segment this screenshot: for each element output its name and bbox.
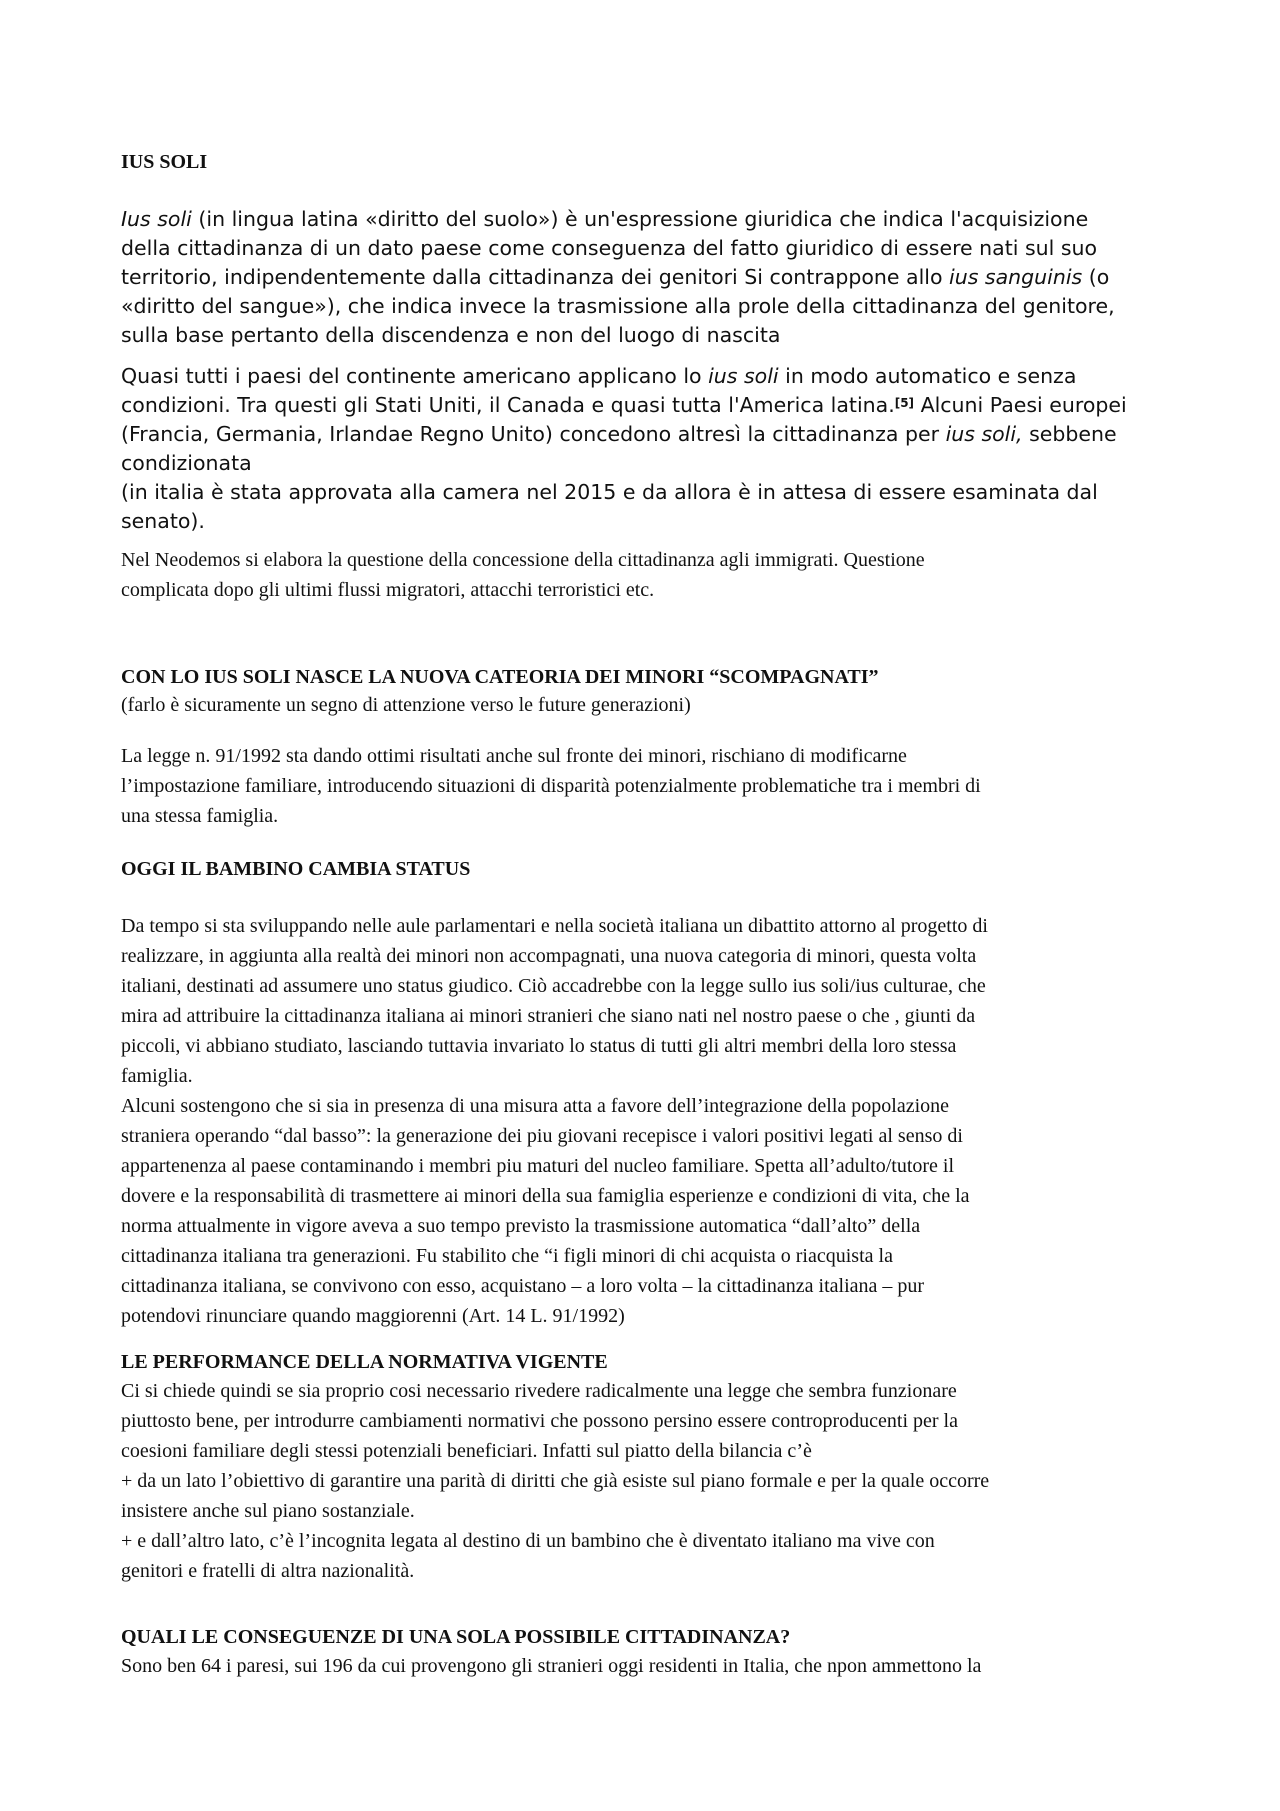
legge-line: l’impostazione familiare, introducendo situazioni di disparità potenzialmente problematiche tra i membri di <box>121 775 981 797</box>
dibattito-line: potendovi rinunciare quando maggiorenni (Art. 14 L. 91/1992) <box>121 1305 625 1327</box>
performance-line: genitori e fratelli di altra nazionalità. <box>121 1560 415 1582</box>
dibattito-line: appartenenza al paese contaminando i membri piu maturi del nucleo familiare. Spetta all’adulto/tutore il <box>121 1155 955 1177</box>
neodemos-line: complicata dopo gli ultimi flussi migratori, attacchi terroristici etc. <box>121 579 655 601</box>
performance-line: coesioni familiare degli stessi potenziali beneficiari. Infatti sul piatto della bilancia c’è <box>121 1440 812 1462</box>
legge-paragraph <box>121 741 981 831</box>
heading-ius-soli: IUS SOLI <box>121 151 208 173</box>
americas-line: in modo automatico e senza <box>778 364 1077 388</box>
americas-line: (in italia è stata approvata alla camera nel 2015 e da allora è in attesa di essere esaminata dal <box>121 480 1098 504</box>
dibattito-paragraph <box>121 911 988 1331</box>
performance-line: insistere anche sul piano sostanziale. <box>121 1500 415 1522</box>
conseguenze-paragraph <box>121 1651 981 1681</box>
neodemos-line: Nel Neodemos si elabora la questione della concessione della cittadinanza agli immigrati. Questione <box>121 549 925 571</box>
americas-line: (Francia, Germania, Irlandae Regno Unito) concedono altresì la cittadinanza per <box>121 422 946 446</box>
intro-paragraph <box>121 205 1115 350</box>
americas-line: condizioni. Tra questi gli Stati Uniti, il Canada e quasi tutta l'America latina. <box>121 393 895 417</box>
dibattito-line: straniera operando “dal basso”: la generazione dei piu giovani recepisce i valori positivi legati al senso di <box>121 1125 963 1147</box>
intro-term-ius-sanguinis: ius sanguinis <box>949 265 1083 289</box>
performance-line: + da un lato l’obiettivo di garantire una parità di diritti che già esiste sul piano formale e per la quale occorre <box>121 1470 990 1492</box>
intro-term-ius-soli: Ius soli <box>121 207 192 231</box>
americas-line: sebbene <box>1022 422 1117 446</box>
subheading-minori: (farlo è sicuramente un segno di attenzione verso le future generazioni) <box>121 694 691 716</box>
dibattito-line: cittadinanza italiana tra generazioni. Fu stabilito che “i figli minori di chi acquista o riacquista la <box>121 1245 893 1267</box>
dibattito-line: dovere e la responsabilità di trasmettere ai minori della sua famiglia esperienze e condizioni di vita, che la <box>121 1185 970 1207</box>
performance-paragraph <box>121 1376 989 1586</box>
heading-conseguenze: QUALI LE CONSEGUENZE DI UNA SOLA POSSIBILE CITTADINANZA? <box>121 1626 791 1648</box>
performance-line: piuttosto bene, per introdurre cambiamenti normativi che possono persino essere controproducenti per la <box>121 1410 958 1432</box>
dibattito-line: realizzare, in aggiunta alla realtà dei minori non accompagnati, una nuova categoria di minori, questa volta <box>121 945 977 967</box>
intro-line: (in lingua latina «diritto del suolo») è un'espressione giuridica che indica l'acquisizione <box>191 207 1089 231</box>
americas-term: ius soli <box>708 364 779 388</box>
americas-term: ius soli, <box>945 422 1023 446</box>
americas-line: senato). <box>121 509 205 533</box>
americas-line: Alcuni Paesi europei <box>914 393 1127 417</box>
heading-minori: CON LO IUS SOLI NASCE LA NUOVA CATEORIA DEI MINORI “SCOMPAGNATI” <box>121 666 879 688</box>
dibattito-line: mira ad attribuire la cittadinanza italiana ai minori stranieri che siano nati nel nostro paese o che , giunti da <box>121 1005 976 1027</box>
americas-line: condizionata <box>121 451 252 475</box>
performance-line: Ci si chiede quindi se sia proprio cosi necessario rivedere radicalmente una legge che sembra funzionare <box>121 1380 957 1402</box>
intro-line: territorio, indipendentemente dalla cittadinanza dei genitori Si contrappone allo <box>121 265 950 289</box>
performance-line: + e dall’altro lato, c’è l’incognita legata al destino di un bambino che è diventato italiano ma vive con <box>121 1530 935 1552</box>
footnote-reference[interactable]: [5] <box>894 396 915 410</box>
dibattito-line: piccoli, vi abbiano studiato, lasciando tuttavia invariato lo status di tutti gli altri membri della loro stessa <box>121 1035 957 1057</box>
americas-paragraph <box>121 362 1127 536</box>
intro-line: sulla base pertanto della discendenza e non del luogo di nascita <box>121 323 781 347</box>
neodemos-paragraph <box>121 545 925 605</box>
heading-bambino: OGGI IL BAMBINO CAMBIA STATUS <box>121 858 471 880</box>
dibattito-line: Da tempo si sta sviluppando nelle aule parlamentari e nella società italiana un dibattito attorno al progetto di <box>121 915 988 937</box>
americas-line: Quasi tutti i paesi del continente americano applicano lo <box>121 364 709 388</box>
intro-line: (o <box>1082 265 1110 289</box>
dibattito-line: cittadinanza italiana, se convivono con esso, acquistano – a loro volta – la cittadinanza italiana – pur <box>121 1275 925 1297</box>
dibattito-line: norma attualmente in vigore aveva a suo tempo previsto la trasmissione automatica “dall’alto” della <box>121 1215 921 1237</box>
intro-line: della cittadinanza di un dato paese come conseguenza del fatto giuridico di essere nati sul suo <box>121 236 1098 260</box>
legge-line: una stessa famiglia. <box>121 805 279 827</box>
dibattito-line: famiglia. <box>121 1065 193 1087</box>
conseguenze-line: Sono ben 64 i paresi, sui 196 da cui provengono gli stranieri oggi residenti in Italia, che npon ammettono la <box>121 1655 982 1677</box>
intro-line: «diritto del sangue»), che indica invece la trasmissione alla prole della cittadinanza del genitore, <box>121 294 1115 318</box>
heading-performance: LE PERFORMANCE DELLA NORMATIVA VIGENTE <box>121 1351 608 1373</box>
legge-line: La legge n. 91/1992 sta dando ottimi risultati anche sul fronte dei minori, rischiano di modificarne <box>121 745 907 767</box>
dibattito-line: Alcuni sostengono che si sia in presenza di una misura atta a favore dell’integrazione della popolazione <box>121 1095 950 1117</box>
dibattito-line: italiani, destinati ad assumere uno status giudico. Ciò accadrebbe con la legge sullo ius soli/ius culturae, che <box>121 975 986 997</box>
